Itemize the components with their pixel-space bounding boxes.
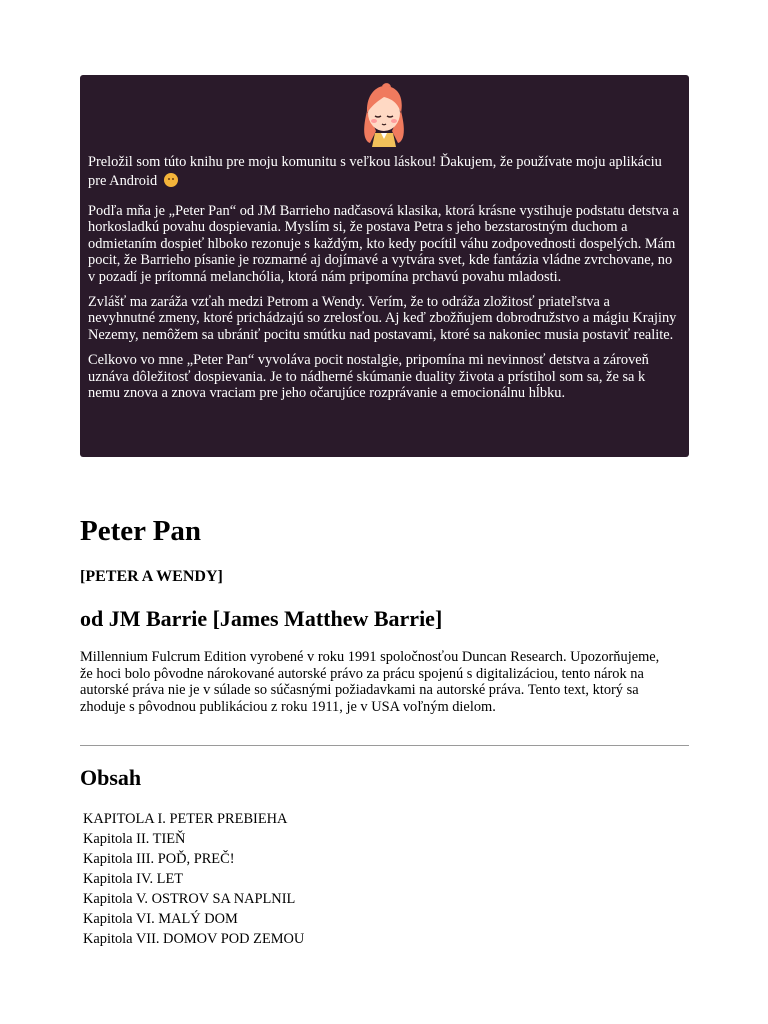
toc-item[interactable]: Kapitola II. TIEŇ [83,831,186,847]
toc-item[interactable]: KAPITOLA I. PETER PREBIEHA [83,811,288,827]
intro-paragraph: Podľa mňa je „Peter Pan“ od JM Barrieho nadčasová klasika, ktorá krásne vystihuje podstatu detstva a horkosladkú povahu dospievania. Myslím si, že postava Petra s jeho bezstarostným duchom a odmietaním dospieť hlboko rezonuje s každým, kto kedy pocítil váhu zodpovednosti dospelých. Mám pocit, že Barrieho písanie je rozmarné aj dojímavé a vytvára svet, kde fantázia vládne zvrchovane, no v pozadí je prítomná melanchólia, ktorá nám pripomína prchavú povahu mladosti. [88,203,679,285]
toc-item[interactable]: Kapitola VI. MALÝ DOM [83,911,238,927]
intro-paragraph: Zvlášť ma zaráža vzťah medzi Petrom a Wendy. Verím, že to odráža zložitosť priateľstva a nevyhnutné zmeny, ktoré prichádzajú so zrelosťou. Aj keď zbožňujem dobrodružstvo a mágiu Krajiny Nezemy, nemôžem sa ubrániť pocitu smútku nad postavami, ktoré sa nakoniec musia postaviť realite. [88,294,677,343]
toc-item[interactable]: Kapitola VII. DOMOV POD ZEMOU [83,931,305,947]
translator-note-card [80,75,689,457]
book-title: Peter Pan [80,515,202,547]
toc-item[interactable]: Kapitola III. POĎ, PREČ! [83,851,235,867]
book-author: od JM Barrie [James Matthew Barrie] [80,606,443,631]
edition-note: Millennium Fulcrum Edition vyrobené v roku 1991 spoločnosťou Duncan Research. Upozorňujeme, že hoci bolo pôvodne nárokované autorské právo za prácu spojenú s digitalizáciou, tento nárok na autorské práva nie je v súlade so súčasnými požiadavkami na autorské práva. Tento text, ktorý sa zhoduje s pôvodnou publikáciou z roku 1911, je v USA voľným dielom. [80,649,660,715]
intro-paragraph [88,153,679,191]
smiling-face-emoji-icon [164,173,178,187]
table-of-contents [83,809,304,949]
toc-item[interactable]: Kapitola V. OSTROV SA NAPLNIL [83,891,296,907]
intro-paragraph: Celkovo vo mne „Peter Pan“ vyvoláva pocit nostalgie, pripomína mi nevinnosť detstva a zároveň uznáva dôležitosť dospievania. Je to nádherné skúmanie duality života a prístihol som sa, že sa k nemu znova a znova vraciam pre jeho očarujúce rozprávanie a emocionálnu hĺbku. [88,352,649,402]
avatar [88,81,679,147]
toc-heading: Obsah [80,765,142,790]
toc-item[interactable]: Kapitola IV. LET [83,871,184,887]
girl-avatar-icon [354,81,414,147]
book-subtitle: [PETER A WENDY] [80,568,223,585]
divider [80,745,689,746]
intro-paragraph-text: Preložil som túto knihu pre moju komunitu s veľkou láskou! Ďakujem, že používate moju aplikáciu pre Android [88,154,662,189]
